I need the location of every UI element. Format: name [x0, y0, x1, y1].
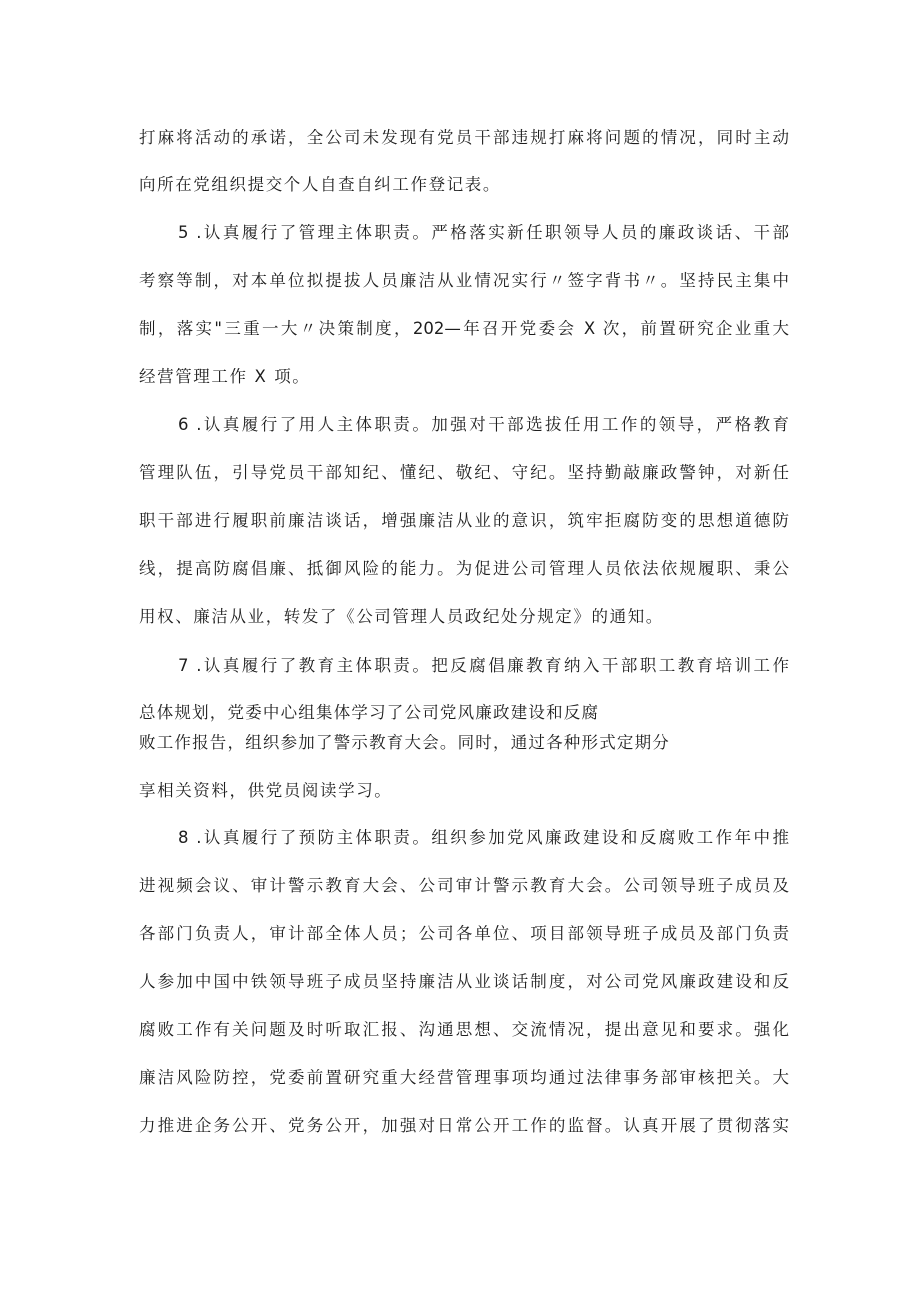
text-line: 用权、廉洁从业，转发了《公司管理人员政纪处分规定》的通知。 — [139, 607, 664, 626]
text-line: 败工作报告，组织参加了警示教育大会。同时，通过各种形式定期分 — [139, 733, 670, 752]
text-line: 经营管理工作 X 项。 — [139, 367, 311, 386]
text-line: 进视频会议、审计警示教育大会、公司审计警示教育大会。公司领导班子成员及 — [139, 876, 789, 895]
text-line: 5 .认真履行了管理主体职责。严格落实新任职领导人员的廉政谈话、干部 — [178, 223, 789, 242]
text-line: 各部门负责人，审计部全体人员；公司各单位、项目部领导班子成员及部门负责 — [139, 924, 789, 943]
text-line: 8 .认真履行了预防主体职责。组织参加党风廉政建设和反腐败工作年中推 — [178, 828, 789, 847]
text-line: 6 .认真履行了用人主体职责。加强对干部选拔任用工作的领导，严格教育 — [178, 415, 789, 434]
text-line: 管理队伍，引导党员干部知纪、懂纪、敬纪、守纪。坚持勤敲廉政警钟，对新任 — [139, 463, 789, 482]
text-line: 制，落实"三重一大〃决策制度，202—年召开党委会 X 次，前置研究企业重大 — [139, 319, 789, 338]
text-line: 腐败工作有关问题及时听取汇报、沟通思想、交流情况，提出意见和要求。强化 — [139, 1020, 789, 1039]
text-line: 向所在党组织提交个人自查自纠工作登记表。 — [139, 175, 501, 194]
text-line: 享相关资料，供党员阅读学习。 — [139, 781, 393, 800]
text-line: 总体规划，党委中心组集体学习了公司党风廉政建设和反腐 — [139, 703, 600, 722]
text-line: 7 .认真履行了教育主体职责。把反腐倡廉教育纳入干部职工教育培训工作 — [178, 656, 789, 675]
text-line: 廉洁风险防控，党委前置研究重大经营管理事项均通过法律事务部审核把关。大 — [139, 1068, 789, 1087]
text-line: 力推进企务公开、党务公开，加强对日常公开工作的监督。认真开展了贯彻落实 — [139, 1116, 789, 1135]
text-line: 打麻将活动的承诺，全公司未发现有党员干部违规打麻将问题的情况，同时主动 — [139, 128, 789, 147]
text-line: 考察等制，对本单位拟提拔人员廉洁从业情况实行〃签字背书〃。坚持民主集中 — [139, 271, 789, 290]
text-line: 线，提高防腐倡廉、抵御风险的能力。为促进公司管理人员依法依规履职、秉公 — [139, 559, 789, 578]
text-line: 人参加中国中铁领导班子成员坚持廉洁从业谈话制度，对公司党风廉政建设和反 — [139, 972, 789, 991]
text-line: 职干部进行履职前廉洁谈话，增强廉洁从业的意识，筑牢拒腐防变的思想道德防 — [139, 511, 789, 530]
